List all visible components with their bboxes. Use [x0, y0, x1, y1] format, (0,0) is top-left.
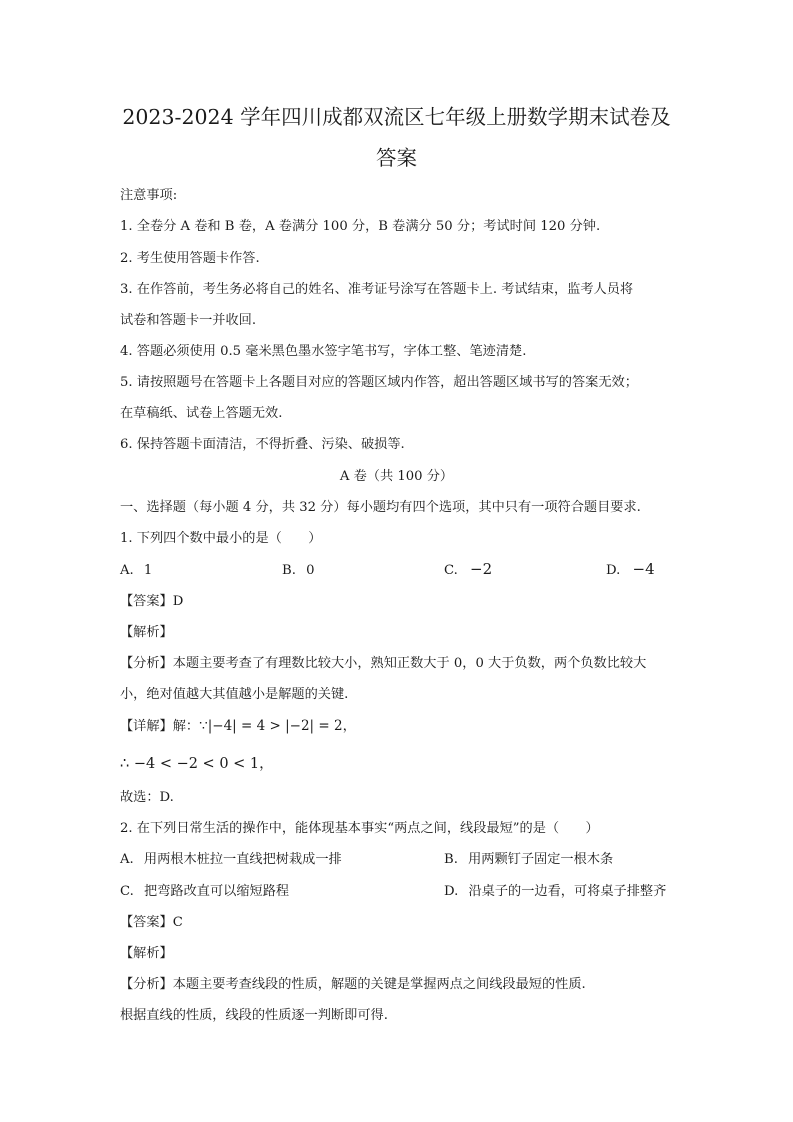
q1-answer: 【答案】D	[120, 594, 184, 609]
notice-item-1: 1. 全卷分 A 卷和 B 卷，A 卷满分 100 分，B 卷满分 50 分；考试时间 120 分钟.	[120, 219, 601, 234]
q1-analysis-tag: 【解析】	[120, 625, 173, 640]
q2-option-a-label: A.	[120, 852, 134, 867]
q1-option-a-label: A.	[120, 563, 134, 578]
q1-option-c	[444, 562, 492, 577]
q1-stem: 1. 下列四个数中最小的是（ ）	[120, 531, 322, 546]
q1-option-d-label: D.	[606, 563, 621, 578]
q2-option-b-label: B.	[444, 852, 458, 867]
q1-option-b-value: 0	[306, 563, 315, 578]
document-title-line-1: 2023-2024 学年四川成都双流区七年级上册数学期末试卷及	[122, 105, 671, 129]
q2-answer: 【答案】C	[120, 915, 183, 930]
q2-option-a-value: 用两根木桩拉一直线把树栽成一排	[143, 852, 342, 867]
q1-option-d	[606, 562, 655, 577]
q1-option-b-label: B.	[282, 563, 296, 578]
q1-choice: 故选：D.	[120, 790, 174, 805]
q1-conclusion: ∴ −4 < −2 < 0 < 1，	[120, 756, 274, 772]
notice-item-3-cont: 试卷和答题卡一并收回.	[120, 313, 257, 328]
notice-heading: 注意事项:	[120, 188, 178, 203]
q1-option-a	[120, 564, 152, 577]
q2-option-b-value: 用两颗钉子固定一根木条	[468, 852, 614, 867]
q1-detail-prefix: 【详解】解：	[120, 719, 200, 734]
document-title-line-2: 答案	[376, 146, 417, 170]
notice-item-3: 3. 在作答前，考生务必将自己的姓名、准考证号涂写在答题卡上. 考试结束，监考人员将	[120, 282, 634, 297]
q1-option-c-value: −2	[470, 560, 493, 578]
q2-option-b	[444, 853, 613, 866]
notice-item-5-cont: 在草稿纸、试卷上答题无效.	[120, 406, 283, 421]
q2-option-c-label: C.	[120, 884, 134, 899]
q2-option-c-value: 把弯路改直可以缩短路程	[144, 884, 290, 899]
notice-item-6: 6. 保持答题卡面清洁，不得折叠、污染、破损等.	[120, 437, 405, 452]
q1-detail	[120, 720, 356, 734]
q2-fenxi: 【分析】本题主要考查线段的性质，解题的关键是掌握两点之间线段最短的性质.	[120, 977, 586, 992]
q1-option-a-value: 1	[143, 563, 153, 578]
notice-item-5: 5. 请按照题号在答题卡上各题目对应的答题区域内作答，超出答题区域书写的答案无效；	[120, 375, 638, 390]
q2-option-d-label: D.	[444, 884, 459, 899]
q2-option-a	[120, 853, 342, 866]
q1-fenxi-line-1: 【分析】本题主要考查了有理数比较大小，熟知正数大于 0，0 大于负数，两个负数比较大	[120, 656, 647, 671]
q2-detail: 根据直线的性质，线段的性质逐一判断即可得.	[120, 1008, 388, 1023]
part1-intro: 一、选择题（每小题 4 分，共 32 分）每小题均有四个选项，其中只有一项符合题目要求.	[120, 500, 641, 515]
q1-detail-math: ∵|−4| = 4 > |−2| = 2，	[199, 718, 357, 734]
q2-option-d	[444, 885, 666, 898]
q2-option-c	[120, 885, 289, 898]
q2-option-d-value: 沿桌子的一边看，可将桌子排整齐	[468, 884, 667, 899]
q1-option-c-label: C.	[444, 563, 458, 578]
notice-item-4: 4. 答题必须使用 0.5 毫米黑色墨水签字笔书写，字体工整、笔迹清楚.	[120, 344, 527, 359]
q1-option-d-value: −4	[632, 560, 655, 578]
notice-item-2: 2. 考生使用答题卡作答.	[120, 251, 260, 266]
q2-stem: 2. 在下列日常生活的操作中，能体现基本事实“两点之间，线段最短”的是（ ）	[120, 821, 599, 836]
q1-option-b	[282, 564, 314, 577]
q2-analysis-tag: 【解析】	[120, 946, 173, 961]
q1-fenxi-line-2: 小，绝对值越大其值越小是解题的关键.	[120, 687, 349, 702]
section-a-heading: A 卷（共 100 分）	[339, 469, 454, 484]
